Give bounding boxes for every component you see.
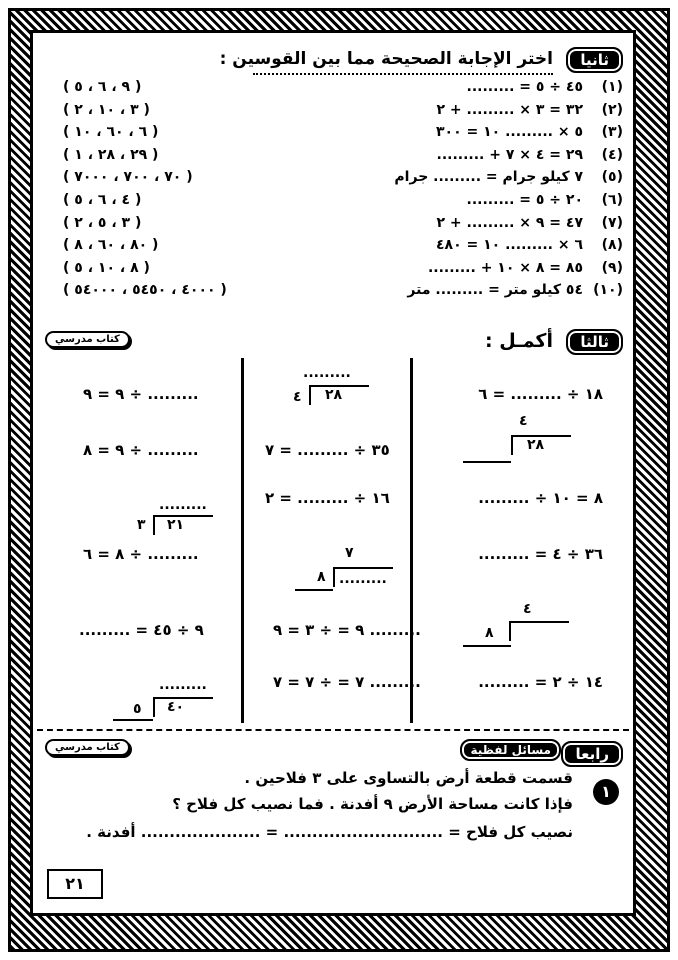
ex-l6-dividend: ٤٠ <box>167 699 185 715</box>
mcq-number: (١٠) <box>593 282 623 299</box>
ex-r5-divisor: ٨ <box>485 625 494 641</box>
ex-l1: ٩ = ٩ ÷ ......... <box>83 385 199 403</box>
ex-r2-line <box>463 461 511 463</box>
mcq-question: ٣٢ = ٣ × ......... + ٢ <box>436 101 583 118</box>
mcq-row <box>63 124 623 146</box>
problem-line-2: فإذا كانت مساحة الأرض ٩ أفدنة . فما نصيب كل فلاح ؟ <box>172 795 573 813</box>
mcq-options: ( ٧٠ ، ٧٠٠ ، ٧٠٠٠ ) <box>63 169 193 186</box>
mcq-options: ( ٦ ، ٦٠ ، ١٠ ) <box>63 124 159 141</box>
mcq-number: (٣) <box>601 124 623 141</box>
problem-line-3: نصيب كل فلاح = ............................ = ..................... أفدنة . <box>86 823 573 841</box>
textbook-badge-2: كتاب مدرسي <box>45 739 130 756</box>
column-divider-right <box>410 358 413 723</box>
ex-m6-text: ÷ ٧ = ٧ <box>273 673 333 691</box>
problem-number: ١ <box>593 779 619 805</box>
mcq-number: (٦) <box>601 192 623 208</box>
mcq-options: ( ٣ ، ٥ ، ٢ ) <box>63 214 142 231</box>
mcq-options: ( ٨ ، ١٠ ، ٥ ) <box>63 259 150 276</box>
mcq-question: ٤٥ ÷ ٥ = ......... <box>466 79 583 95</box>
section3-title: أكمـل : <box>485 330 553 352</box>
mcq-options: ( ٩ ، ٦ ، ٥ ) <box>63 79 142 95</box>
problem-line-1: قسمت قطعة أرض بالتساوى على ٣ فلاحين . <box>244 769 573 787</box>
ex-m1-quotient: ......... <box>303 365 351 381</box>
ex-l3-dividend: ٢١ <box>167 517 185 533</box>
mcq-options: ( ٤ ، ٦ ، ٥ ) <box>63 192 142 208</box>
section2-pill: ثانيا <box>566 47 623 73</box>
mcq-row <box>63 147 623 169</box>
ex-r2-quotient: ٤ <box>519 413 528 429</box>
mcq-question: ٢٩ = ٤ × ٧ + ......... <box>436 146 583 163</box>
ex-r1: ١٨ ÷ ......... = ٦ <box>478 385 603 403</box>
textbook-badge-1: كتاب مدرسي <box>45 331 130 348</box>
ex-l4: ٨ = ٦ ÷ ......... <box>83 545 199 563</box>
ex-l3-divisor: ٣ <box>137 517 146 533</box>
mcq-number: (٨) <box>601 237 623 254</box>
mcq-number: (٤) <box>601 146 623 163</box>
mcq-row <box>63 192 623 214</box>
ex-m4-quotient: ٧ <box>345 545 354 561</box>
title-underline <box>253 73 553 75</box>
mcq-row <box>63 79 623 101</box>
ex-r2-dividend: ٢٨ <box>527 437 545 453</box>
section3-pill: ثالثا <box>566 329 623 355</box>
ex-m4-divisor: ٨ <box>317 569 326 585</box>
ex-r3: ٨ = ١٠ ÷ ......... <box>478 489 603 507</box>
mcq-row <box>63 282 623 304</box>
mcq-question: ٢٠ ÷ ٥ = ......... <box>466 192 583 208</box>
ex-l3-quotient: ......... <box>159 497 207 513</box>
ex-r4: ٣٦ ÷ ٤ = ......... <box>478 545 603 563</box>
mcq-number: (٩) <box>601 259 623 276</box>
ex-l6-quotient: ......... <box>159 677 207 693</box>
mcq-row <box>63 169 623 191</box>
mcq-row <box>63 215 623 237</box>
ex-r6: ١٤ ÷ ٢ = ......... <box>478 673 603 691</box>
mcq-options: ( ٨٠ ، ٦٠ ، ٨ ) <box>63 237 159 254</box>
ex-m2: ٣٥ ÷ ......... = ٧ <box>265 441 390 459</box>
ex-r5-quotient: ٤ <box>523 601 532 617</box>
ex-l2: ٩ = ٨ ÷ ......... <box>83 441 199 459</box>
mcq-row <box>63 102 623 124</box>
ex-m5-text: ÷ ٣ = ٩ <box>273 621 333 639</box>
mcq-row <box>63 260 623 282</box>
section-separator <box>37 729 629 731</box>
ex-m3: ١٦ ÷ ......... = ٢ <box>265 489 390 507</box>
ex-m1-divisor: ٤ <box>293 389 302 405</box>
mcq-row <box>63 237 623 259</box>
ex-r5-box <box>509 621 569 641</box>
mcq-number: (٢) <box>601 101 623 118</box>
page-number: ٢١ <box>47 869 103 899</box>
ex-m4-line <box>295 589 333 591</box>
mcq-question: ٦ × ......... ١٠ = ٤٨٠ <box>436 237 583 254</box>
mcq-question: ٥ × ......... ١٠ = ٣٠٠ <box>436 124 583 141</box>
mcq-question: ٥٤ كيلو متر = ......... متر <box>407 282 583 299</box>
mcq-options: ( ٢٩ ، ٢٨ ، ١ ) <box>63 146 159 163</box>
mcq-options: ( ٤٠٠٠ ، ٥٤٥٠ ، ٥٤٠٠٠ ) <box>63 282 227 299</box>
section4-pill: رابعا <box>561 741 623 767</box>
ex-r5-line <box>463 645 511 647</box>
mcq-number: (٧) <box>601 214 623 231</box>
mcq-question: ٤٧ = ٩ × ......... + ٢ <box>436 214 583 231</box>
mcq-options: ( ٣ ، ١٠ ، ٢ ) <box>63 101 150 118</box>
section4-subpill: مسائل لفظية <box>460 739 561 761</box>
mcq-number: (١) <box>601 79 623 95</box>
ex-l6-line <box>113 719 153 721</box>
ex-m6: ٧ = ÷ ٧ = ٧ ......... <box>273 673 421 691</box>
section2-title: اختر الإجابة الصحيحة مما بين القوسين : <box>219 49 553 69</box>
ex-m5: ٩ = ÷ ٣ = ٩ ......... <box>273 621 421 639</box>
ex-l6-divisor: ٥ <box>133 701 142 717</box>
mcq-question: ٨٥ = ٨ × ١٠ + ......... <box>427 259 583 276</box>
column-divider-left <box>241 358 244 723</box>
mcq-question: ٧ كيلو جرام = ......... جرام <box>394 169 583 186</box>
ex-l5: ......... = ٩ ÷ ٤٥ <box>79 621 204 639</box>
ex-m1-dividend: ٢٨ <box>325 387 343 403</box>
ex-m4-dividend: ......... <box>339 571 387 587</box>
mcq-number: (٥) <box>601 169 623 186</box>
worksheet-page <box>30 30 636 916</box>
